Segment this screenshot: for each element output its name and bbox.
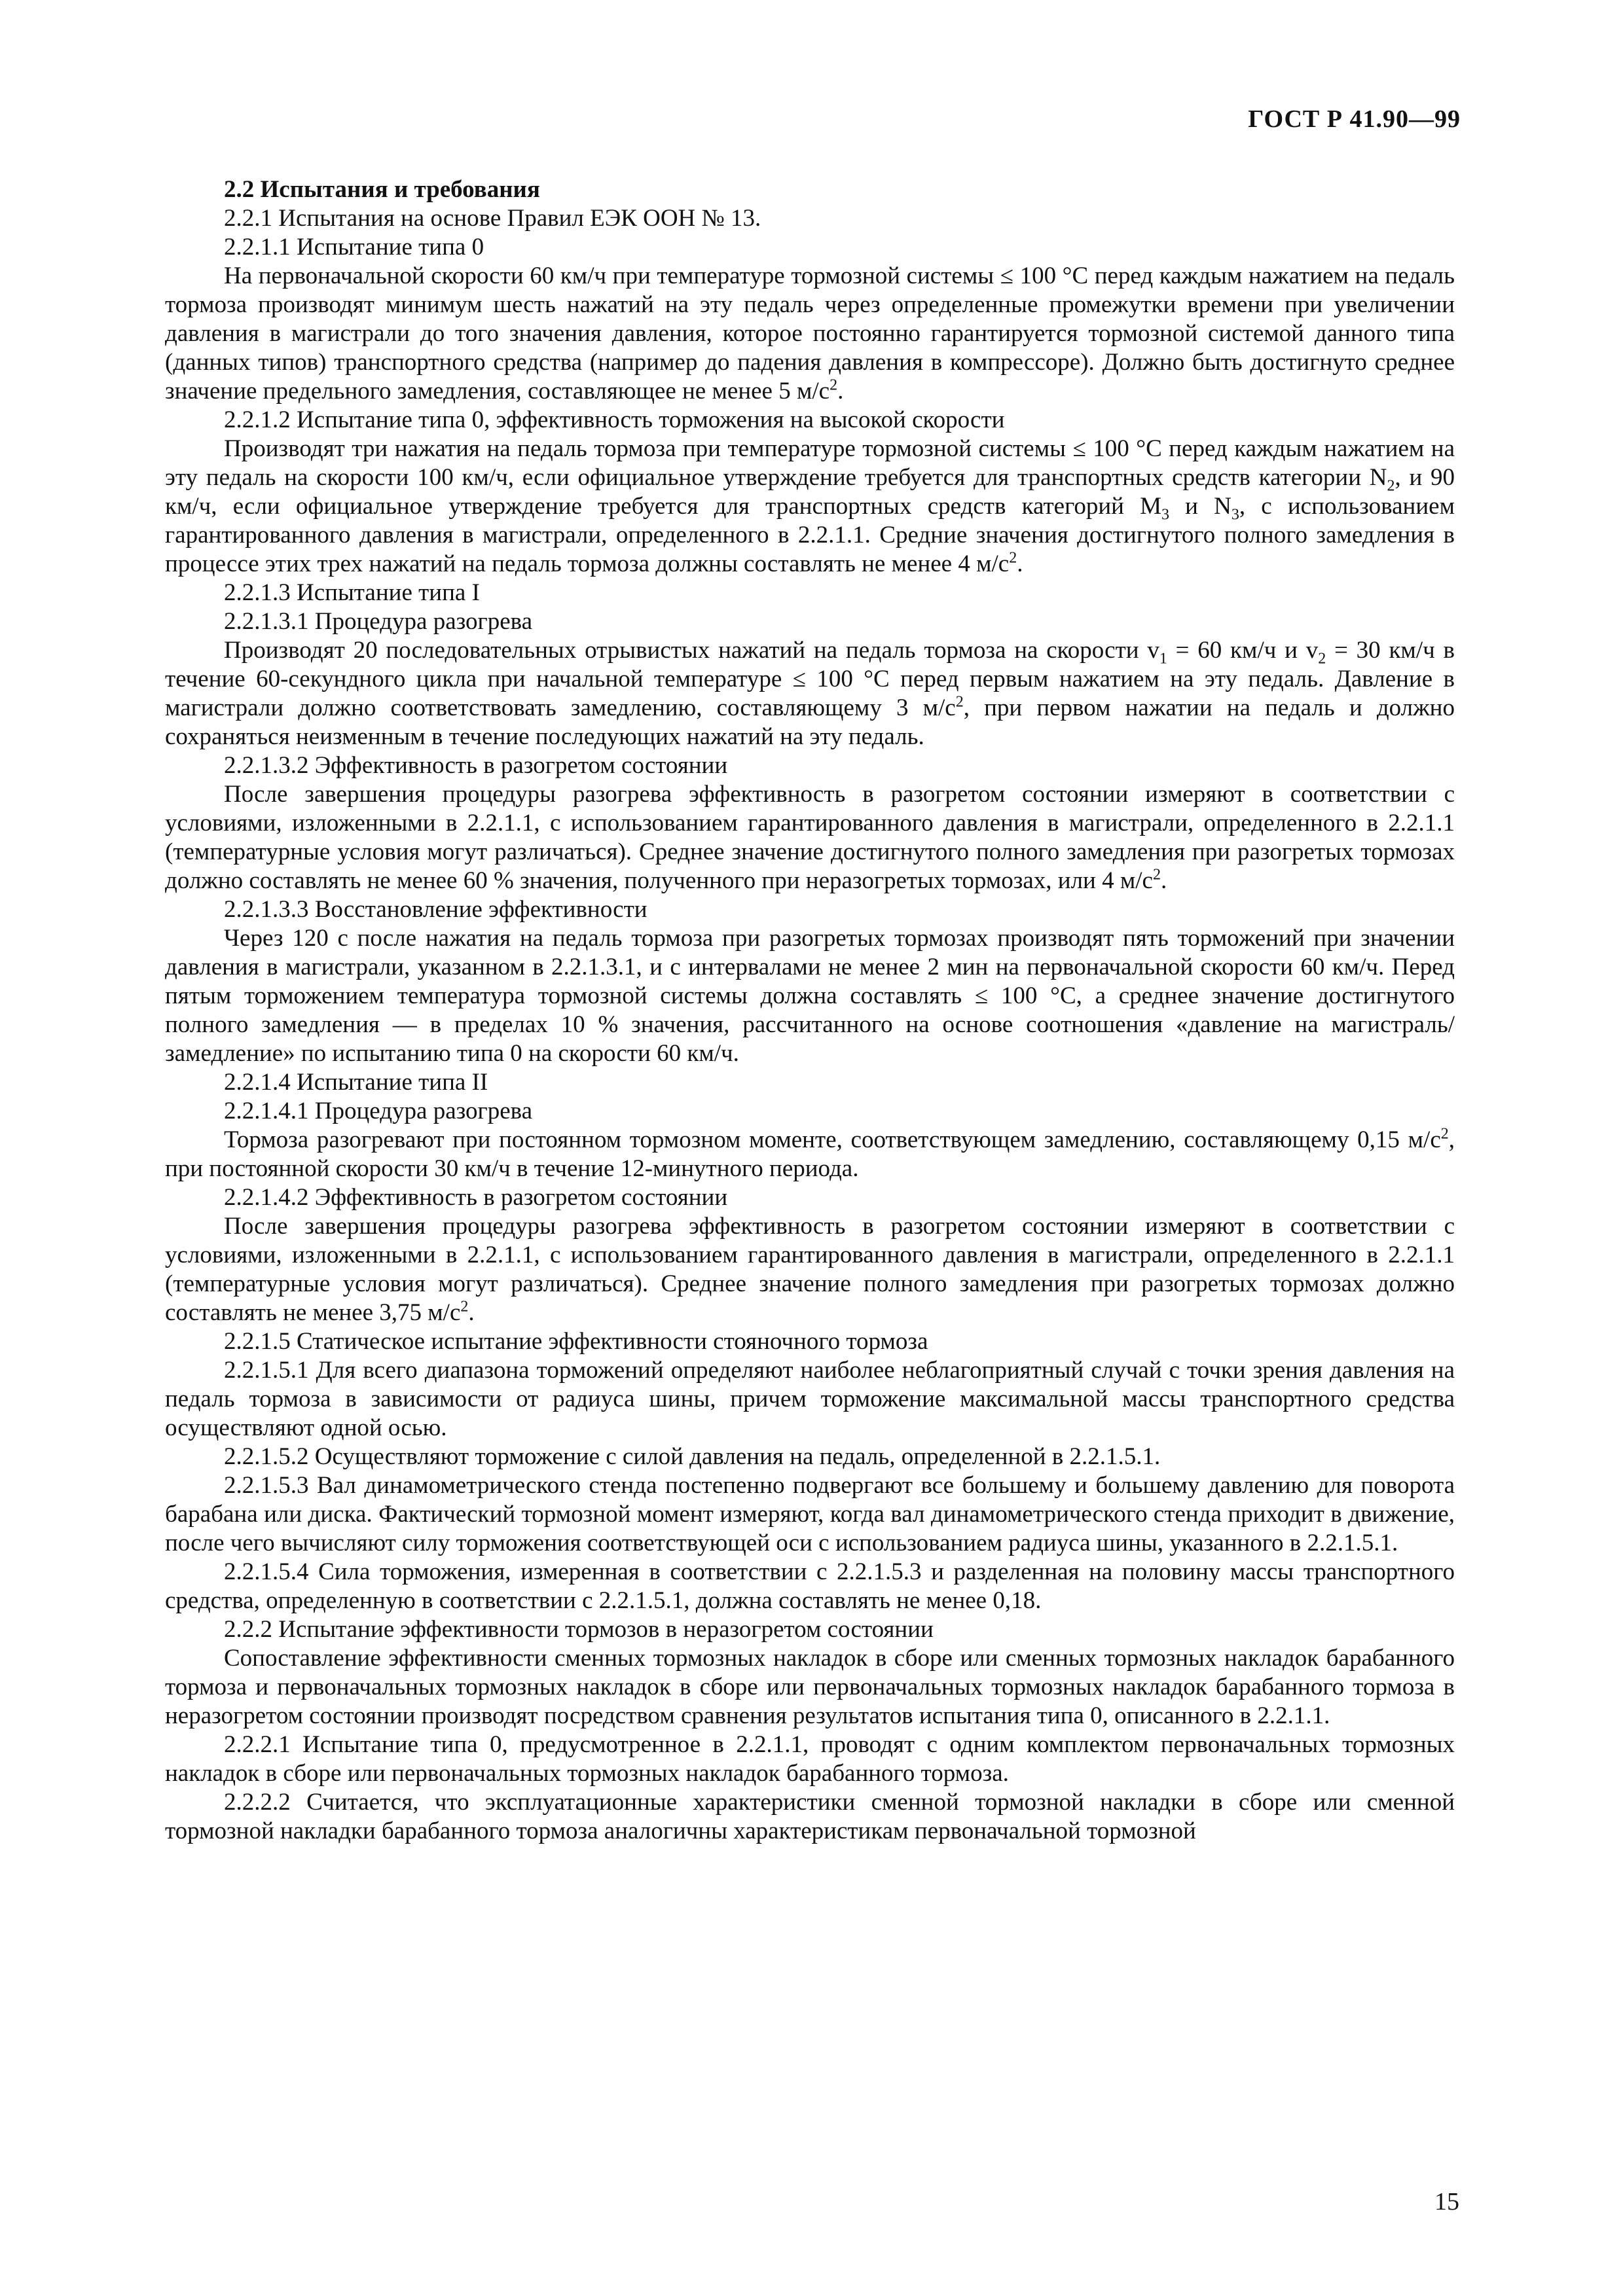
clause-2-2-1-3-2: 2.2.1.3.2 Эффективность в разогретом состоянии (224, 752, 728, 779)
document-code: ГОСТ Р 41.90—99 (1248, 105, 1461, 133)
paragraph: На первоначальной скорости 60 км/ч при температуре тормозной системы ≤ 100 °С перед каждым нажатием на педаль тормоза производят минимум шесть нажатий на эту педаль через определенные промежутки времени при увеличении давления в магистрали до того значения давления, которое постоянно гарантируется тормозной системой данного типа (данных типов) транспортного средства (например до падения давления в компрессоре). Должно быть достигнуто среднее значение предельного замедления, составляющее не менее 5 $м/с^2$. (165, 262, 1455, 404)
paragraph: 2.2.2.2 Считается, что эксплуатационные характеристики сменной тормозной накладки в сборе или сменной тормозной накладки барабанного тормоза аналогичны характеристикам первоначальной тормозной (165, 1789, 1455, 1844)
paragraph: Производят 20 последовательных отрывистых нажатий на педаль тормоза на скорости $v_1 = 60$ км/ч и $v_2 = 30$ км/ч в течение 60-секундного цикла при начальной температуре ≤ 100 °С перед первым нажатием на эту педаль. Давление в магистрали должно соответствовать замедлению, составляющему 3 $м/с^2$, при первом нажатии на педаль и должно сохраняться неизменным в течение последующих нажатий на эту педаль. (165, 637, 1455, 750)
clause-2-2-1-5: 2.2.1.5 Статическое испытание эффективности стояночного тормоза (224, 1328, 928, 1355)
clause-2-2-1-1: 2.2.1.1 Испытание типа 0 (224, 234, 484, 260)
paragraph: 2.2.1.5.1 Для всего диапазона торможений определяют наиболее неблагоприятный случай с точки зрения давления на педаль тормоза в зависимости от радиуса шины, причем торможение максимальной массы транспортного средства осуществляют одной осью. (165, 1357, 1455, 1441)
clause-2-2-1-3: 2.2.1.3 Испытание типа I (224, 579, 480, 606)
section-title: 2.2 Испытания и требования (224, 176, 540, 203)
clause-2-2-1-2: 2.2.1.2 Испытание типа 0, эффективность торможения на высокой скорости (224, 406, 1005, 433)
clause-2-2-1-4-2: 2.2.1.4.2 Эффективность в разогретом состоянии (224, 1184, 728, 1211)
paragraph: 2.2.2.1 Испытание типа 0, предусмотренное в 2.2.1.1, проводят с одним комплектом первоначальных тормозных накладок в сборе или первоначальных тормозных накладок барабанного тормоза. (165, 1731, 1455, 1787)
clause-2-2-2: 2.2.2 Испытание эффективности тормозов в неразогретом состоянии (224, 1616, 934, 1643)
document-body (165, 175, 1455, 1846)
paragraph: Сопоставление эффективности сменных тормозных накладок в сборе или сменных тормозных накладок барабанного тормоза и первоначальных тормозных накладок в сборе или первоначальных тормозных накладок барабанного тормоза в неразогретом состоянии производят посредством сравнения результатов испытания типа 0, описанного в 2.2.1.1. (165, 1645, 1455, 1729)
paragraph: 2.2.1.5.4 Сила торможения, измеренная в соответствии с 2.2.1.5.3 и разделенная на половину массы транспортного средства, определенную в соответствии с 2.2.1.5.1, должна составлять не менее 0,18. (165, 1558, 1455, 1614)
paragraph: Производят три нажатия на педаль тормоза при температуре тормозной системы ≤ 100 °С перед каждым нажатием на эту педаль на скорости 100 км/ч, если официальное утверждение требуется для транспортных средств категории $N_2$, и 90 км/ч, если официальное утверждение требуется для транспортных средств категорий $M_3$ и $N_3$, с использованием гарантированного давления в магистрали, определенного в 2.2.1.1. Средние значения достигнутого полного замедления в процессе этих трех нажатий на педаль тормоза должны составлять не менее 4 $м/с^2$. (165, 435, 1455, 577)
page-number: 15 (1434, 2188, 1459, 2215)
clause-2-2-1-4-1: 2.2.1.4.1 Процедура разогрева (224, 1098, 533, 1124)
clause-2-2-1-3-1: 2.2.1.3.1 Процедура разогрева (224, 608, 533, 635)
paragraph: Тормоза разогревают при постоянном тормозном моменте, соответствующем замедлению, составляющему 0,15 $м/с^2$, при постоянной скорости 30 км/ч в течение 12-минутного периода. (165, 1125, 1455, 1182)
paragraph: 2.2.1.5.3 Вал динамометрического стенда постепенно подвергают все большему и большему давлению для поворота барабана или диска. Фактический тормозной момент измеряют, когда вал динамометрического стенда приходит в движение, после чего вычисляют силу торможения соответствующей оси с использованием радиуса шины, указанного в 2.2.1.5.1. (165, 1472, 1455, 1556)
clause-2-2-1-3-3: 2.2.1.3.3 Восстановление эффективности (224, 896, 647, 923)
clause-2-2-1: 2.2.1 Испытания на основе Правил ЕЭК ООН № 13. (224, 205, 761, 232)
paragraph: Через 120 с после нажатия на педаль тормоза при разогретых тормозах производят пять торможений при значении давления в магистрали, указанном в 2.2.1.3.1, и с интервалами не менее 2 мин на первоначальной скорости 60 км/ч. Перед пятым торможением температура тормозной системы должна составлять ≤ 100 °С, а среднее значение достигнутого полного замедления — в пределах 10 % значения, рассчитанного на основе соотношения «давление на магистраль/замедление» по испытанию типа 0 на скорости 60 км/ч. (165, 925, 1455, 1067)
clause-2-2-1-4: 2.2.1.4 Испытание типа II (224, 1069, 488, 1096)
paragraph: После завершения процедуры разогрева эффективность в разогретом состоянии измеряют в соответствии с условиями, изложенными в 2.2.1.1, с использованием гарантированного давления в магистрали, определенного в 2.2.1.1 (температурные условия могут различаться). Среднее значение полного замедления при разогретых тормозах должно составлять не менее 3,75 $м/с^2$. (165, 1213, 1455, 1326)
paragraph: 2.2.1.5.2 Осуществляют торможение с силой давления на педаль, определенной в 2.2.1.5.1. (224, 1443, 1161, 1470)
paragraph: После завершения процедуры разогрева эффективность в разогретом состоянии измеряют в соответствии с условиями, изложенными в 2.2.1.1, с использованием гарантированного давления в магистрали, определенного в 2.2.1.1 (температурные условия могут различаться). Среднее значение достигнутого полного замедления при разогретых тормозах должно составлять не менее 60 % значения, полученного при неразогретых тормозах, или 4 $м/с^2$. (165, 781, 1455, 894)
